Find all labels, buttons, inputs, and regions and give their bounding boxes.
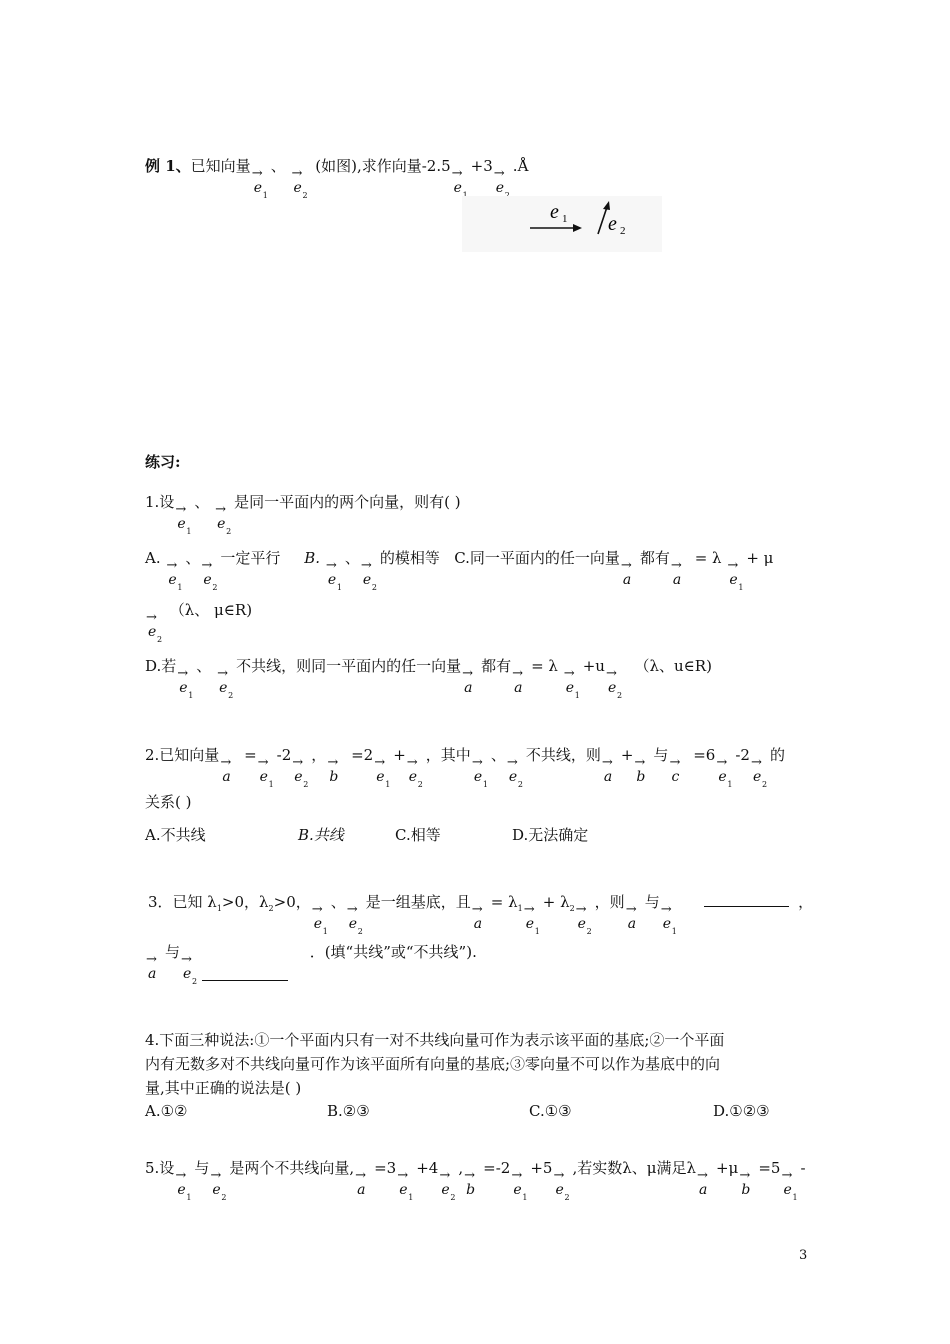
vector-e2: → e 2 [553, 1168, 570, 1202]
vector-a: → a [670, 558, 682, 588]
vector-e2: → e 2 [215, 502, 232, 536]
question-2-option-b: B.共线 [298, 826, 344, 844]
question-4-option-d: D.①②③ [713, 1102, 770, 1120]
vector-e2: → e 2 [506, 755, 523, 789]
question-3-line2: → a 与 → e 2 ．(填“共线”或“不共线”). [146, 943, 477, 986]
question-2: 2.已知向量 → a = → e 1 -2 → e 2 ， → b =2 → e 1 + → e 2 ，其中 → e 1 、 → e 2 不共线，则 → a + → b 与 → c =6 → e 1 -2 → e 2 的 [145, 746, 785, 789]
vector-e1: → e 1 [563, 666, 580, 700]
vector-e1: → e 1 [166, 558, 183, 592]
vector-e1: → e 1 [374, 755, 391, 789]
vector-e2: → e 2 [346, 902, 363, 936]
vector-e1: → e 1 [716, 755, 733, 789]
e2-arrow-head [603, 201, 610, 210]
vector-a: → a [601, 755, 613, 785]
e1-sub: 1 [562, 213, 568, 225]
question-4-line3: 量,其中正确的说法是( ) [145, 1079, 302, 1097]
vector-a: → a [620, 558, 632, 588]
vector-e2: → e 2 [292, 755, 309, 789]
vector-a: → a [146, 952, 157, 982]
vector-a: → a [462, 666, 473, 696]
vector-a: → a [471, 902, 483, 932]
question-1-option-d: D.若 → e 1 、 → e 2 不共线，则同一平面内的任一向量 → a 都有 → a = λ → e 1 +u → e 2 （λ、u∈R) [145, 657, 712, 700]
vector-e1: → e 1 [257, 755, 274, 789]
vector-e2: → e 2 [575, 902, 592, 936]
vector-e2: → e 2 [406, 755, 423, 789]
vector-e2: → e 2 [210, 1168, 227, 1202]
vector-e2: → e 2 [146, 610, 163, 644]
question-1-options-line1: A. → e 1 、 → e 2 一定平行 B. → e 1 、 → e 2 的模相等 C.同一平面内的任一向量 → a 都有 → a = λ → e 1 + μ [145, 549, 774, 592]
vector-e2: → e 2 [360, 558, 377, 592]
answer-blank-2[interactable] [202, 980, 288, 981]
question-3: 3．已知 $\lambda_1>0$，$\lambda_2>0$， → e 1 、 → e 2 是一组基底，且 → a = $\lambda_1$ → e 1 + $\lambda_2$ → e 2 ，则 → a 与 → e 1 ， [148, 893, 814, 936]
question-4-option-b: B.②③ [327, 1102, 370, 1120]
vector-e2: → e 2 [217, 666, 234, 700]
example-label: 例 1、 [145, 157, 191, 175]
vector-e1: → e 1 [727, 558, 744, 592]
vector-e2: → e 2 [181, 952, 198, 986]
vector-b: → b [634, 755, 646, 785]
vector-a: → a [220, 755, 232, 785]
vector-e2: → e [493, 166, 505, 196]
vector-figure-svg [462, 196, 662, 252]
question-2-option-a: A.不共线 [145, 826, 206, 844]
e1-label: e [550, 201, 559, 223]
question-5: 5.设 → e 1 与 → e 2 是两个不共线向量, → a =3 → e 1 +4 → e 2 , → b =-2 → e 1 +5 → e 2 ,若实数λ、μ满足λ → a +μ → b =5 → e 1 - [145, 1159, 806, 1202]
vector-e1: → e 1 [660, 902, 677, 936]
vector-c: → c [669, 755, 681, 785]
question-2-relation: 关系( ) [145, 793, 192, 811]
vector-e2: → e 2 [750, 755, 768, 789]
vector-e2: → e 2 [291, 166, 308, 200]
vector-e1: → e 1 [311, 902, 328, 936]
example-1-line: 例 1、已知向量 → e 1 、 → e 2 (如图),求作向量-2.5 → e +3 → e .Å [145, 157, 529, 200]
question-2-option-c: C.相等 [395, 826, 441, 844]
e1-arrow-head [573, 224, 582, 232]
question-4-option-a: A.①② [145, 1102, 188, 1120]
vector-e1: → e 1 [175, 1168, 192, 1202]
e2-sub: 2 [620, 225, 626, 237]
vector-figure [462, 196, 662, 252]
vector-e2: → e 2 [201, 558, 218, 592]
practice-title: 练习: [145, 453, 181, 471]
vector-a: → a [512, 666, 523, 696]
vector-e1: → e 1 [523, 902, 540, 936]
vector-e2: → e 2 [605, 666, 623, 700]
vector-e1: → e [451, 166, 463, 196]
vector-b: → b [327, 755, 339, 785]
vector-b: → b [739, 1168, 751, 1198]
e2-arrow-shaft [598, 207, 607, 234]
vector-e1: → e 1 [781, 1168, 798, 1202]
question-1-options-line2: → e 2 （λ、 μ∈R) [146, 601, 253, 644]
answer-blank-1[interactable] [704, 892, 789, 907]
vector-e1: → e 1 [511, 1168, 528, 1202]
question-4-line2: 内有无数多对不共线向量可作为该平面所有向量的基底;③零向量不可以作为基底中的向 [145, 1055, 721, 1073]
vector-a: → a [625, 902, 637, 932]
question-4-line1: 4.下面三种说法:①一个平面内只有一对不共线向量可作为表示该平面的基底;②一个平面 [145, 1031, 725, 1049]
vector-e2: → e 2 [439, 1168, 456, 1202]
vector-e1: → e 1 [471, 755, 488, 789]
question-2-option-d: D.无法确定 [512, 826, 589, 844]
e2-label: e [608, 213, 617, 235]
question-4-option-c: C.①③ [529, 1102, 572, 1120]
vector-e1: → e 1 [397, 1168, 414, 1202]
vector-b: → b [464, 1168, 476, 1198]
vector-e1: → e 1 [251, 166, 268, 200]
vector-e1: → e 1 [175, 502, 192, 536]
vector-e1: → e 1 [177, 666, 194, 700]
vector-e1: → e 1 [325, 558, 342, 592]
page-number: 3 [799, 1248, 808, 1263]
vector-a: → a [355, 1168, 367, 1198]
question-1: 1.设 → e 1 、 → e 2 是同一平面内的两个向量，则有( ) [145, 493, 461, 536]
vector-a: → a [696, 1168, 708, 1198]
